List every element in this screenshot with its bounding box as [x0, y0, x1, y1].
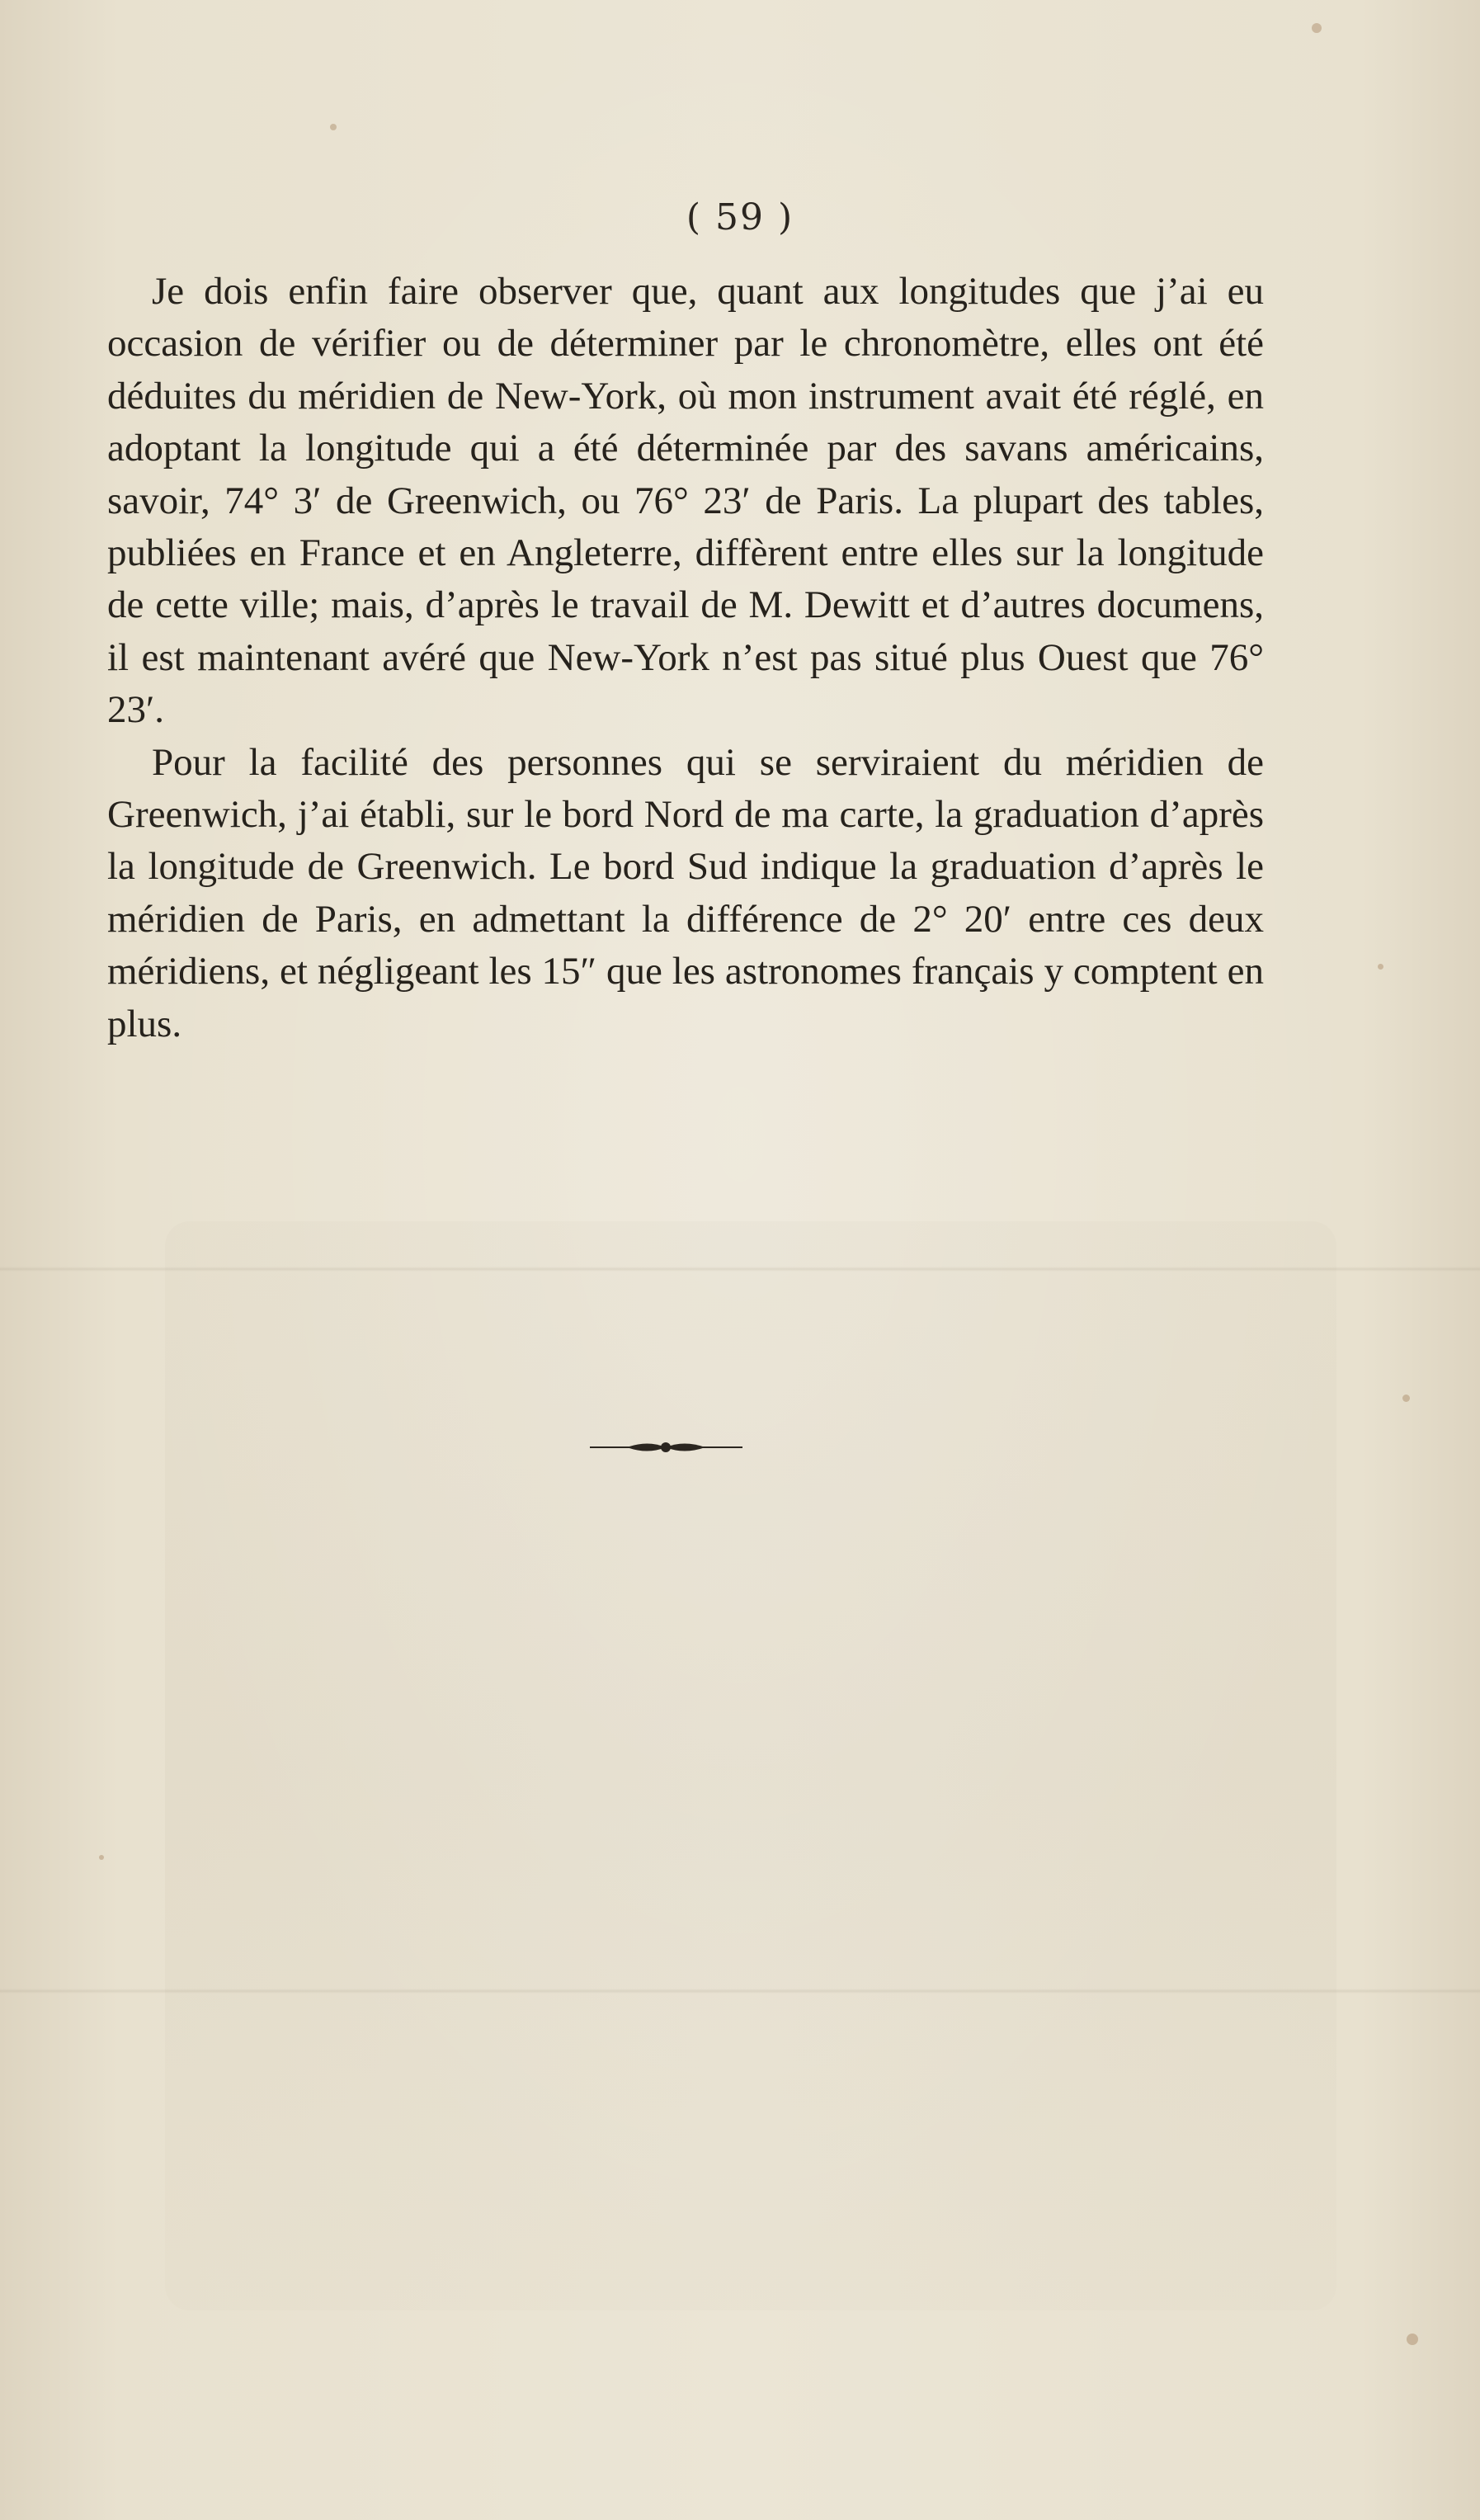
foxing-speck	[1407, 2334, 1418, 2345]
foxing-speck	[99, 1855, 104, 1860]
foxing-speck	[1312, 23, 1322, 33]
typographic-rule-ornament-icon	[590, 1437, 742, 1457]
paragraph-graduation: Pour la facilité des personnes qui se serviraient du méridien de Greenwich, j’ai établi, sur le bord Nord de ma carte, la graduation d’après la longitude de Greenwich. Le bord Sud indique la graduation d’après le méridien de Paris, en admettant la différence de 2° 20′ entre ces deux méridiens, et négligeant les 15″ que les astronomes français y comptent en plus.	[107, 740, 1264, 1045]
foxing-speck	[1378, 964, 1383, 970]
foxing-speck	[1402, 1394, 1410, 1402]
paragraph-longitudes: Je dois enfin faire observer que, quant aux longitudes que j’ai eu occasion de vérifier ou de déterminer par le chronomètre, elles ont été déduites du méridien de New-York, où mon instrument avait été réglé, en adoptant la longitude qui a été déterminée par des savans américains, savoir, 74° 3′ de Greenwich, ou 76° 23′ de Paris. La plupart des tables, publiées en France et en Angleterre, diffèrent entre elles sur la longitude de cette ville; mais, d’après le travail de M. Dewitt et d’autres documens, il est maintenant avéré que New-York n’est pas situé plus Ouest que 76° 23′.	[107, 270, 1264, 732]
page-number: ( 59 )	[686, 196, 794, 238]
show-through-shadow	[165, 1221, 1336, 2310]
body-text	[107, 266, 1264, 1050]
foxing-speck	[330, 124, 337, 130]
